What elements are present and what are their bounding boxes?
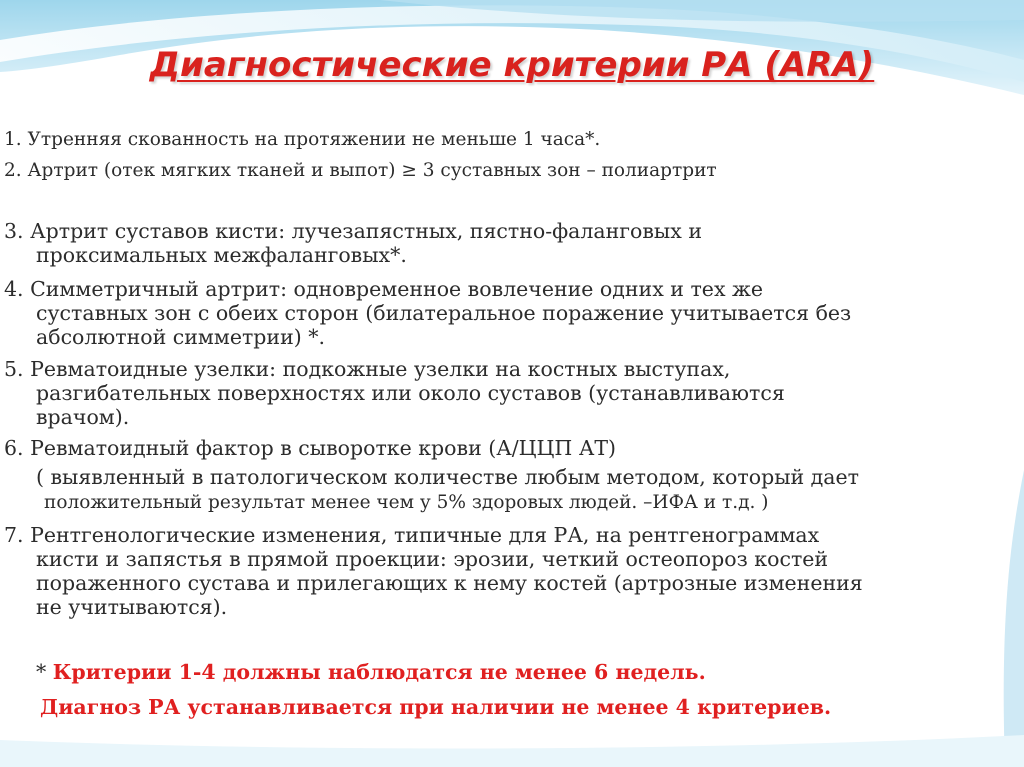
criterion-6-cont-2: положительный результат менее чем у 5% здоровых людей. –ИФА и т.д. )	[44, 492, 769, 513]
criterion-7-cont-3: не учитываются).	[36, 595, 228, 619]
criterion-1: 1. Утренняя скованность на протяжении не меньше 1 часа*.	[4, 129, 601, 150]
note-asterisk: *	[36, 660, 53, 684]
criterion-5-cont-1: разгибательных поверхностях или около суставов (устанавливаются	[36, 381, 785, 405]
criterion-3-cont: проксимальных межфаланговых*.	[36, 243, 407, 267]
criterion-7: 7. Рентгенологические изменения, типичные для РА, на рентгенограммах	[4, 523, 820, 547]
criterion-7-cont-2: пораженного сустава и прилегающих к нему костей (артрозные изменения	[36, 571, 863, 595]
criterion-4-cont-2: абсолютной симметрии) *.	[36, 325, 326, 349]
criterion-3: 3. Артрит суставов кисти: лучезапястных, пястно-фаланговых и	[4, 219, 702, 243]
criterion-6: 6. Ревматоидный фактор в сыворотке крови (А/ЦЦП АТ)	[4, 436, 617, 460]
note-duration-text: Критерии 1-4 должны наблюдатся не менее 6 недель.	[52, 660, 706, 684]
note-duration	[36, 660, 706, 684]
note-diagnosis: Диагноз РА устанавливается при наличии не менее 4 критериев.	[40, 695, 832, 719]
slide-title: Диагностические критерии РА (ARA)	[149, 45, 875, 85]
criterion-4: 4. Симметричный артрит: одновременное вовлечение одних и тех же	[4, 277, 764, 301]
criterion-2: 2. Артрит (отек мягких тканей и выпот) ≥ 3 суставных зон – полиартрит	[4, 160, 717, 181]
criterion-6-cont-1: ( выявленный в патологическом количестве любым методом, который дает	[36, 465, 860, 489]
criterion-7-cont-1: кисти и запястья в прямой проекции: эрозии, четкий остеопороз костей	[36, 547, 829, 571]
criterion-5: 5. Ревматоидные узелки: подкожные узелки на костных выступах,	[4, 357, 731, 381]
criterion-4-cont-1: суставных зон с обеих сторон (билатеральное поражение учитывается без	[36, 301, 852, 325]
criterion-5-cont-2: врачом).	[36, 405, 130, 429]
